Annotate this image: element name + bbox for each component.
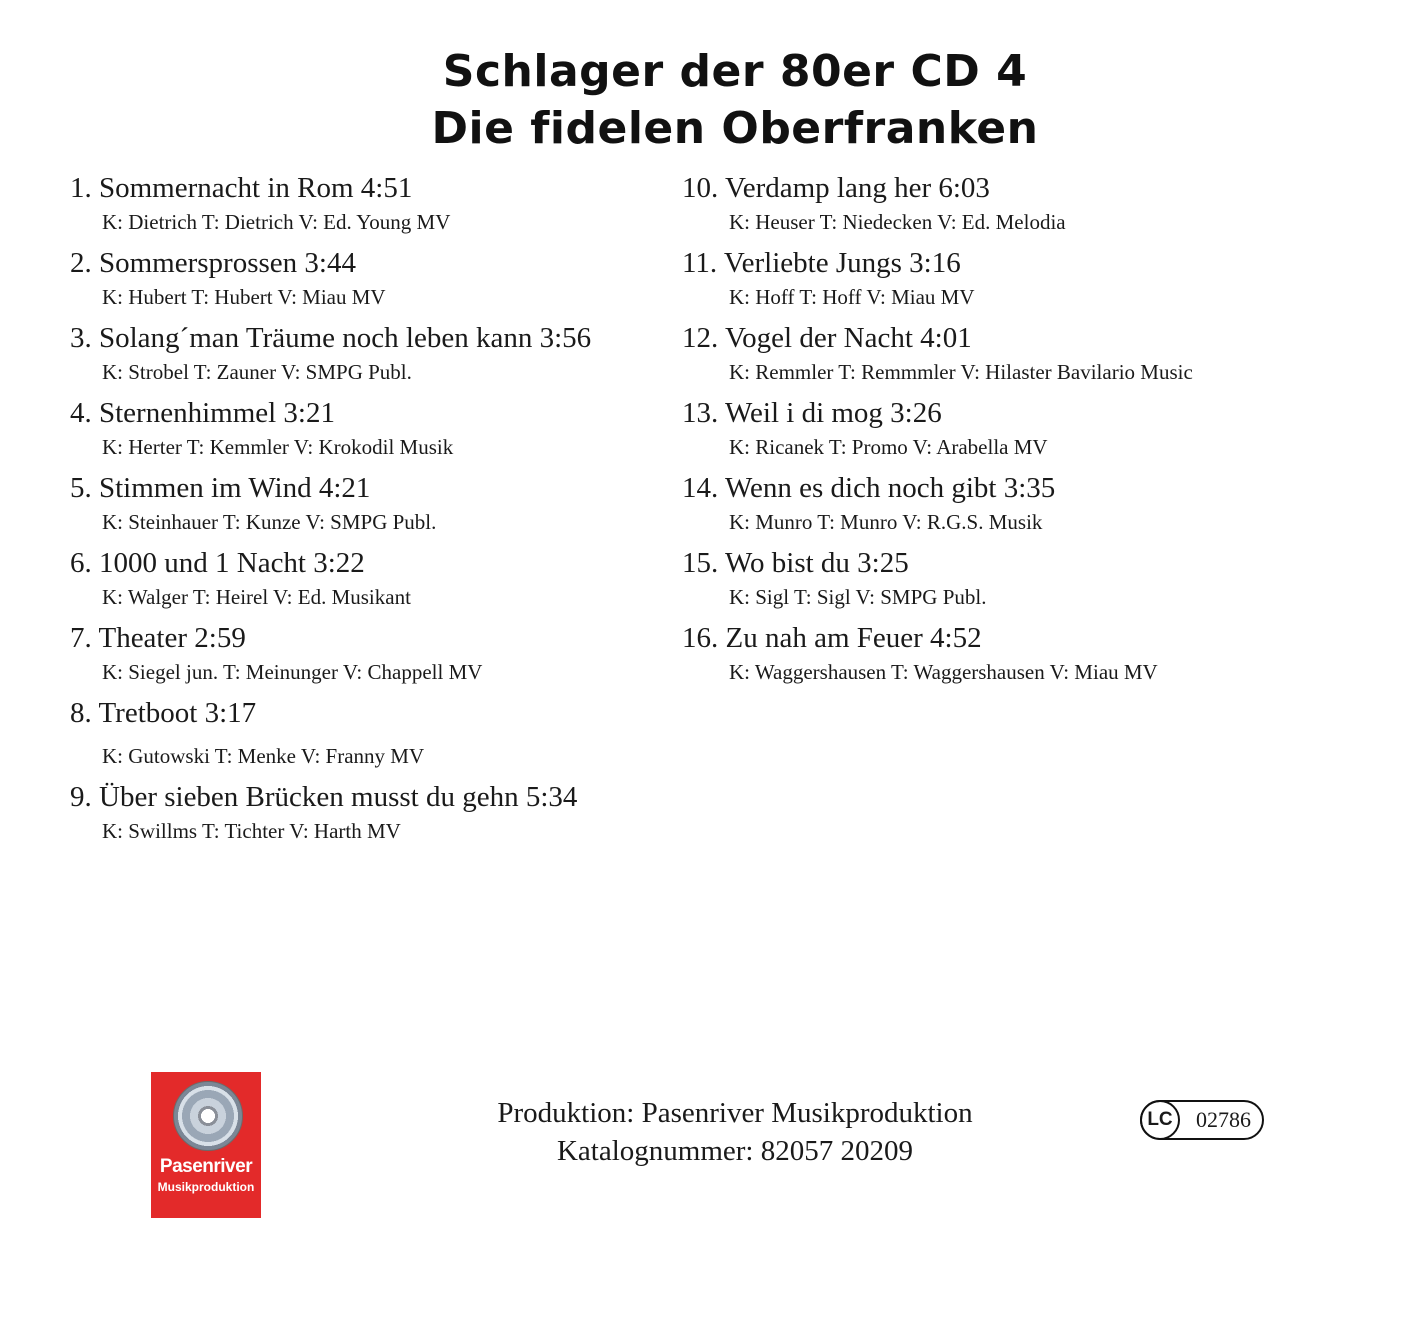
artist-name: Die fidelen Oberfranken bbox=[431, 103, 1039, 154]
album-title: Schlager der 80er CD 4 bbox=[442, 46, 1028, 97]
track-title: 8. Tretboot 3:17 bbox=[70, 697, 257, 729]
track-title: 16. Zu nah am Feuer 4:52 bbox=[682, 622, 982, 654]
track-credits: K: Siegel jun. T: Meinunger V: Chappell MV bbox=[102, 660, 483, 684]
track-credits: K: Sigl T: Sigl V: SMPG Publ. bbox=[729, 585, 987, 609]
track-item bbox=[70, 693, 670, 777]
track-item bbox=[682, 393, 1382, 468]
cd-disc-icon bbox=[173, 1081, 243, 1151]
track-credits: K: Ricanek T: Promo V: Arabella MV bbox=[729, 435, 1048, 459]
track-item bbox=[70, 468, 670, 543]
track-item bbox=[70, 318, 670, 393]
track-title: 6. 1000 und 1 Nacht 3:22 bbox=[70, 547, 365, 579]
track-credits: K: Steinhauer T: Kunze V: SMPG Publ. bbox=[102, 510, 437, 534]
track-title: 12. Vogel der Nacht 4:01 bbox=[682, 322, 972, 354]
track-credits: K: Remmler T: Remmmler V: Hilaster Bavilario Music bbox=[729, 360, 1193, 384]
track-title: 9. Über sieben Brücken musst du gehn 5:34 bbox=[70, 781, 578, 813]
tracklist-right bbox=[682, 168, 1382, 693]
label-logo bbox=[151, 1072, 261, 1218]
production-credit: Produktion: Pasenriver Musikproduktion bbox=[497, 1097, 973, 1129]
track-credits: K: Swillms T: Tichter V: Harth MV bbox=[102, 819, 401, 843]
track-item bbox=[682, 318, 1382, 393]
track-credits: K: Heuser T: Niedecken V: Ed. Melodia bbox=[729, 210, 1066, 234]
track-credits: K: Waggershausen T: Waggershausen V: Miau MV bbox=[729, 660, 1158, 684]
track-item bbox=[70, 168, 670, 243]
track-credits: K: Munro T: Munro V: R.G.S. Musik bbox=[729, 510, 1043, 534]
track-title: 1. Sommernacht in Rom 4:51 bbox=[70, 172, 413, 204]
track-title: 14. Wenn es dich noch gibt 3:35 bbox=[682, 472, 1056, 504]
track-item bbox=[682, 168, 1382, 243]
track-credits: K: Herter T: Kemmler V: Krokodil Musik bbox=[102, 435, 454, 459]
track-item bbox=[682, 468, 1382, 543]
track-item bbox=[70, 777, 670, 852]
tracklist-left bbox=[70, 168, 670, 852]
track-credits: K: Strobel T: Zauner V: SMPG Publ. bbox=[102, 360, 412, 384]
track-item bbox=[682, 543, 1382, 618]
track-item bbox=[70, 243, 670, 318]
track-title: 4. Sternenhimmel 3:21 bbox=[70, 397, 335, 429]
track-credits: K: Hubert T: Hubert V: Miau MV bbox=[102, 285, 386, 309]
logo-brand-subtitle: Musikproduktion bbox=[157, 1180, 255, 1194]
track-item bbox=[70, 618, 670, 693]
track-title: 15. Wo bist du 3:25 bbox=[682, 547, 909, 579]
track-title: 2. Sommersprossen 3:44 bbox=[70, 247, 356, 279]
track-title: 7. Theater 2:59 bbox=[70, 622, 246, 654]
track-item bbox=[70, 393, 670, 468]
track-title: 13. Weil i di mog 3:26 bbox=[682, 397, 942, 429]
track-credits: K: Walger T: Heirel V: Ed. Musikant bbox=[102, 585, 411, 609]
label-code-badge bbox=[1140, 1100, 1264, 1140]
track-title: 3. Solang´man Träume noch leben kann 3:56 bbox=[70, 322, 592, 354]
track-credits: K: Hoff T: Hoff V: Miau MV bbox=[729, 285, 975, 309]
label-code-number: 02786 bbox=[1196, 1107, 1251, 1132]
catalog-number: Katalognummer: 82057 20209 bbox=[556, 1135, 913, 1167]
track-item bbox=[682, 243, 1382, 318]
track-item bbox=[70, 543, 670, 618]
lc-icon: LC bbox=[1140, 1100, 1180, 1140]
logo-brand-name: Pasenriver bbox=[159, 1156, 253, 1177]
track-credits: K: Dietrich T: Dietrich V: Ed. Young MV bbox=[102, 210, 451, 234]
track-title: 10. Verdamp lang her 6:03 bbox=[682, 172, 990, 204]
track-title: 5. Stimmen im Wind 4:21 bbox=[70, 472, 371, 504]
track-title: 11. Verliebte Jungs 3:16 bbox=[682, 247, 961, 279]
track-credits: K: Gutowski T: Menke V: Franny MV bbox=[102, 744, 425, 768]
track-item bbox=[682, 618, 1382, 693]
